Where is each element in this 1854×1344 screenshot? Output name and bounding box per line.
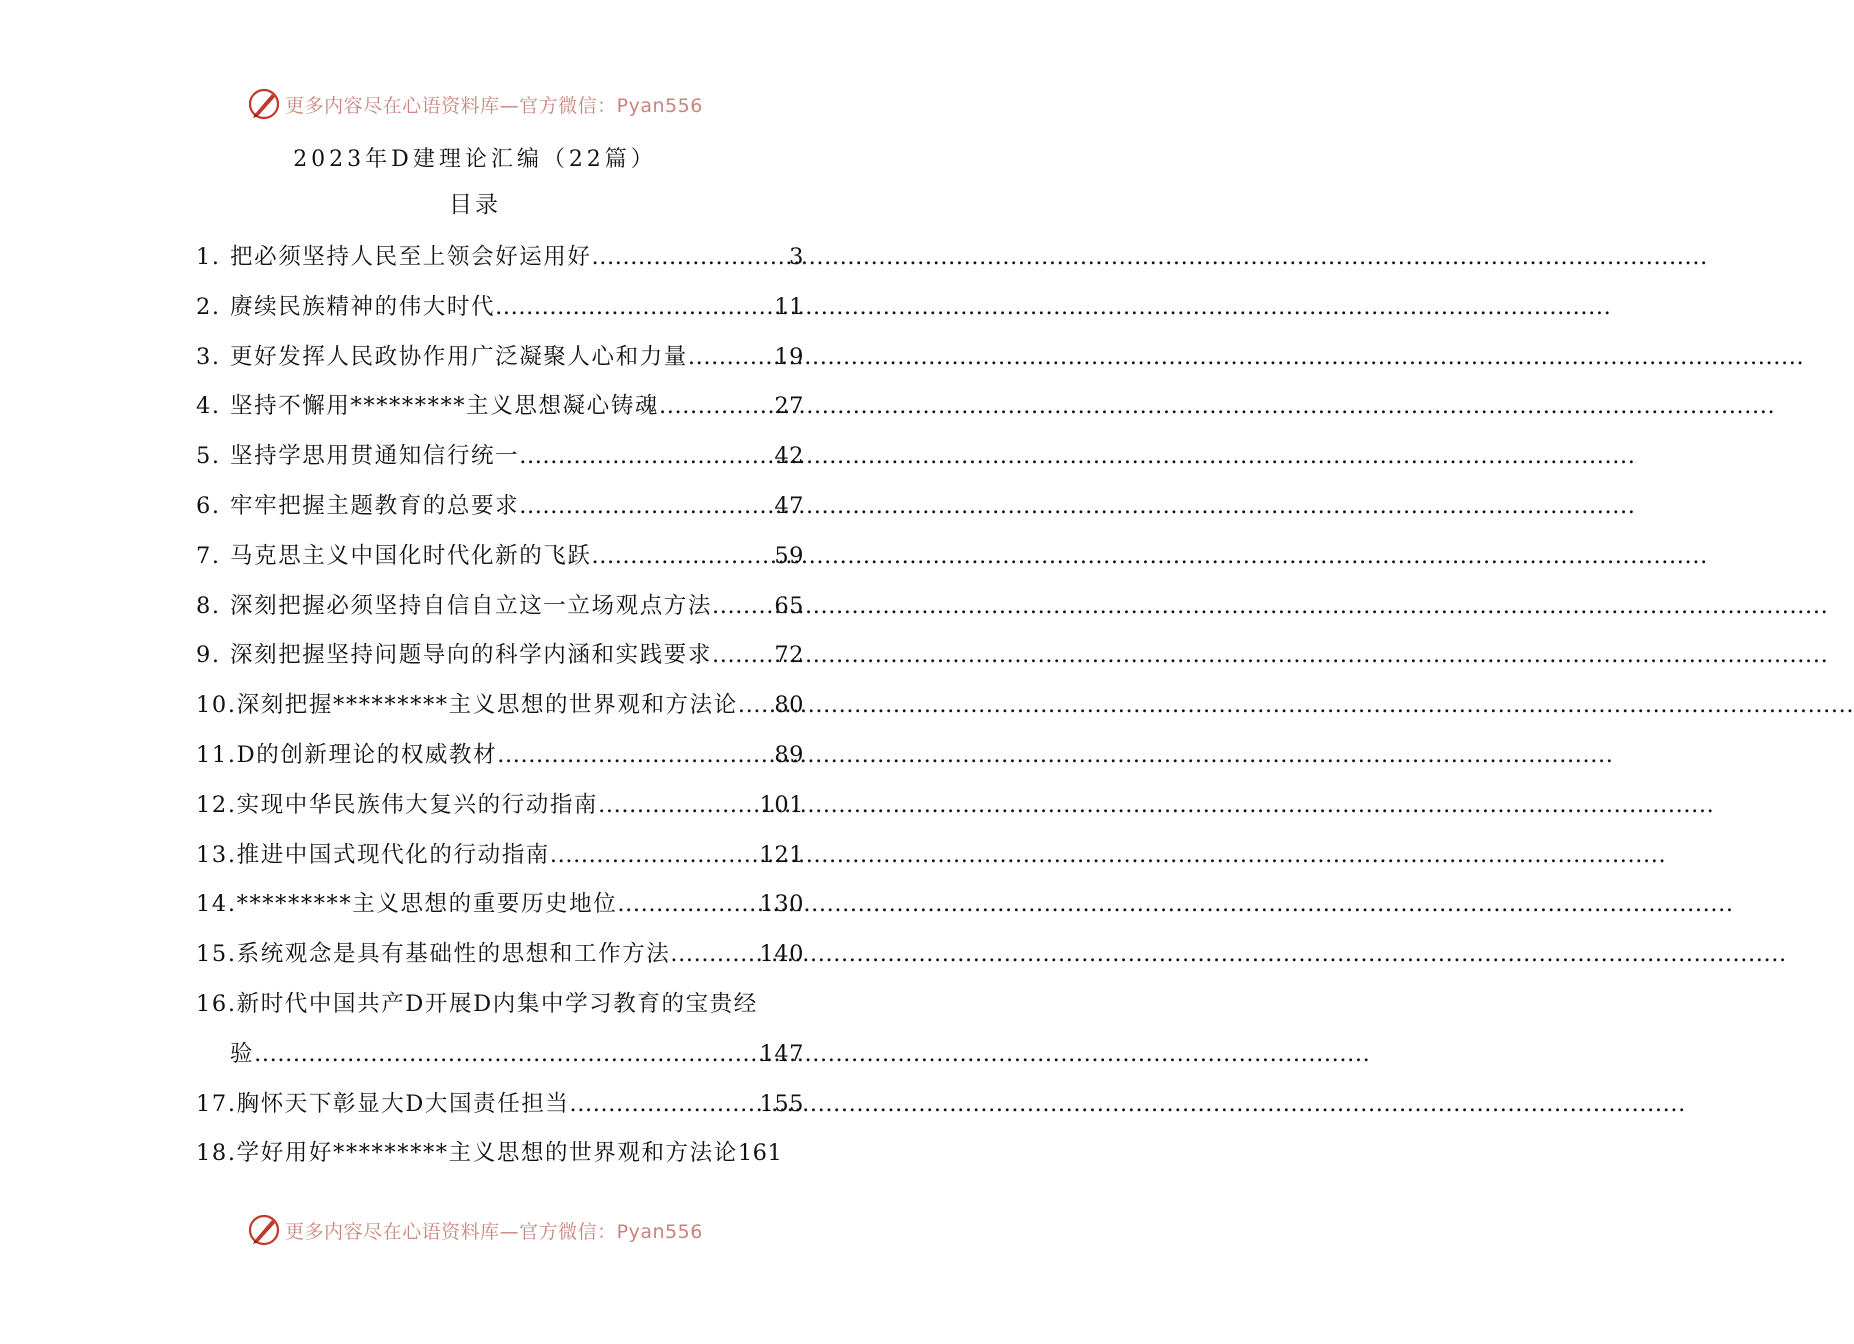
dot-leader [519,432,774,482]
toc-entry-number: 7. [196,542,221,569]
toc-entry-page: 101 [759,791,804,818]
toc-entry-continuation[interactable] [196,1030,804,1080]
toc-entry-page: 130 [759,891,804,918]
toc-entry-title: 把必须坚持人民至上领会好运用好 [230,244,592,270]
toc-entry[interactable] [196,1080,804,1130]
toc-entry-number: 8. [196,592,221,619]
dot-leader [519,482,774,532]
toc-entry[interactable] [196,831,804,881]
toc-entry[interactable] [196,631,804,681]
toc-entry-number: 12. [196,791,237,818]
toc-entry-title: 坚持学思用贯通知信行统一 [230,443,520,470]
toc-entry[interactable] [196,432,804,482]
dot-leader [712,631,774,681]
toc-entry-title: D的创新理论的权威教材 [236,741,498,768]
toc-entry-page: 59 [774,542,804,569]
toc-entry-page: 11 [774,293,804,320]
toc-entry-title-continued: 验 [230,1040,255,1067]
toc-entry-title: 牢牢把握主题教育的总要求 [230,492,520,519]
toc-entry[interactable] [196,781,804,831]
toc-entry-page: 161 [737,1140,783,1167]
dot-leader [550,831,760,881]
dot-leader [570,1080,760,1130]
dot-leader [592,532,775,582]
toc-entry-page: 89 [774,741,804,768]
toc-entry-number: 13. [196,841,237,868]
dot-leader [670,930,759,980]
dot-leader [688,333,774,383]
toc-entry[interactable] [196,582,804,632]
toc-entry-number: 11. [196,741,237,768]
toc-entry-page: 72 [774,642,804,669]
dot-leader [254,1030,759,1080]
table-of-contents [196,233,804,1179]
toc-entry-page: 42 [774,443,804,470]
toc-entry[interactable] [196,681,804,731]
toc-entry-title: 胸怀天下彰显大D大国责任担当 [236,1090,570,1117]
dot-leader [598,781,759,831]
toc-entry[interactable] [196,482,804,532]
banner-text: 更多内容尽在心语资料库—官方微信：Pyan556 [285,94,703,117]
toc-entry-title: 深刻把握必须坚持自信自立这一立场观点方法 [230,592,713,619]
toc-entry-number: 10. [196,692,237,719]
toc-entry-number: 5. [196,443,221,470]
toc-entry[interactable] [196,532,804,582]
toc-entry-title: 马克思主义中国化时代化新的飞跃 [230,542,592,569]
toc-entry-title: 赓续民族精神的伟大时代 [230,293,496,320]
toc-entry-number: 2. [196,293,221,320]
toc-entry-title: 坚持不懈用*********主义思想凝心铸魂 [230,393,659,420]
toc-entry-number: 15. [196,941,237,968]
dot-leader [659,382,774,432]
toc-entry[interactable] [196,930,804,980]
toc-entry[interactable] [196,233,804,283]
toc-entry-page: 19 [774,343,804,370]
toc-entry-page: 65 [774,592,804,619]
toc-entry-title: 深刻把握坚持问题导向的科学内涵和实践要求 [230,642,713,669]
toc-entry-number: 18. [196,1140,237,1167]
dot-leader [495,283,774,333]
dot-leader [592,233,790,283]
toc-entry[interactable] [196,382,804,432]
toc-entry-title: 实现中华民族伟大复兴的行动指南 [236,791,599,818]
toc-entry-number: 9. [196,642,221,669]
toc-entry-title: 更好发挥人民政协作用广泛凝聚人心和力量 [230,343,688,370]
toc-entry-page: 47 [774,492,804,519]
toc-entry-number: 17. [196,1090,237,1117]
header-banner [0,84,950,124]
pen-circle-logo [247,1213,281,1247]
toc-entry-page: 3 [789,244,804,270]
dot-leader [497,731,774,781]
dot-leader [617,880,759,930]
toc-entry-title: 推进中国式现代化的行动指南 [236,841,550,868]
toc-entry[interactable] [196,731,804,781]
toc-entry[interactable] [196,333,804,383]
toc-entry-page: 147 [759,1040,804,1067]
toc-entry-page: 155 [759,1090,804,1117]
toc-entry-title: 系统观念是具有基础性的思想和工作方法 [236,941,671,968]
toc-entry-number: 6. [196,492,221,519]
toc-entry-number: 3. [196,343,221,370]
toc-entry-number: 16. [196,990,237,1017]
document-title: 2023年D建理论汇编（22篇） [293,147,657,172]
toc-entry-page: 27 [774,393,804,420]
toc-entry-number: 14. [196,891,237,918]
toc-entry-title: 学好用好*********主义思想的世界观和方法论 [236,1140,738,1167]
toc-entry[interactable] [196,283,804,333]
toc-entry[interactable] [196,1129,804,1179]
toc-entry-page: 80 [774,692,804,719]
toc-entry-page: 121 [759,841,804,868]
toc-entry-number: 1. [196,244,221,270]
toc-heading: 目录 [449,192,501,218]
toc-entry-title: 深刻把握*********主义思想的世界观和方法论 [236,692,738,719]
dot-leader [738,681,775,731]
toc-entry-page: 140 [759,941,804,968]
toc-entry-number: 4. [196,393,221,420]
toc-entry[interactable] [196,880,804,930]
toc-entry-title: *********主义思想的重要历史地位 [236,891,618,918]
banner-text: 更多内容尽在心语资料库—官方微信：Pyan556 [285,1220,703,1243]
footer-banner [0,1210,950,1250]
toc-entry[interactable] [196,980,804,1030]
pen-circle-logo [247,87,281,121]
toc-entry-title: 新时代中国共产D开展D内集中学习教育的宝贵经 [236,990,758,1017]
dot-leader [712,582,774,632]
